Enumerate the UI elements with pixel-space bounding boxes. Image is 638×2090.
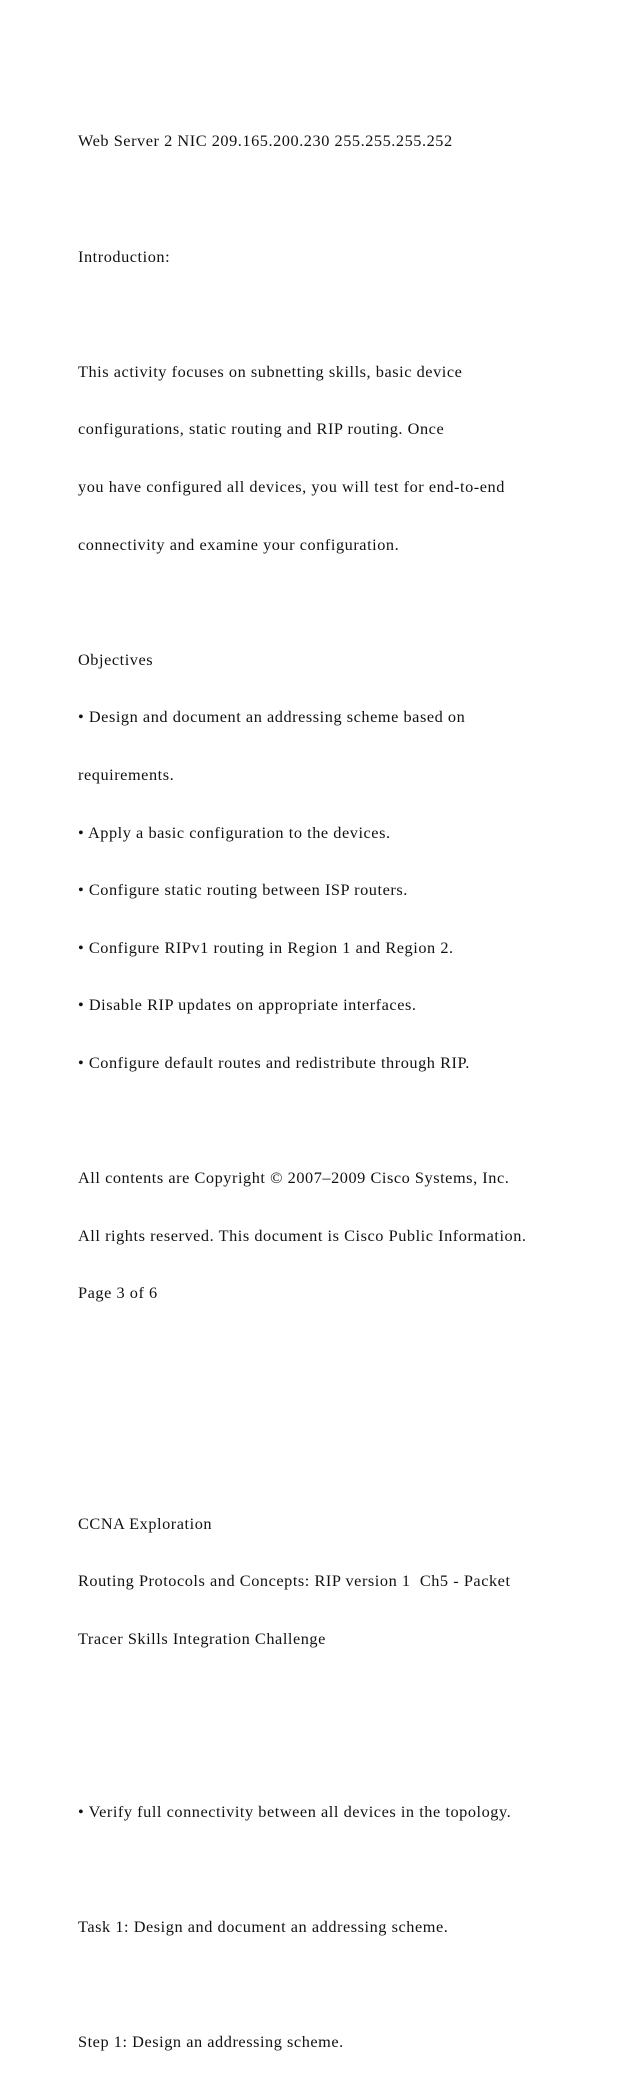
task-heading: Task 1: Design and document an addressing scheme. <box>78 1916 449 1936</box>
list-item: • Verify full connectivity between all devices in the topology. <box>78 1801 512 1821</box>
step-heading: Step 1: Design an addressing scheme. <box>78 2032 344 2051</box>
blank-line <box>78 1111 618 1130</box>
text-line: connectivity and examine your configuration. <box>78 534 400 554</box>
blank-line <box>78 1859 618 1878</box>
document-body <box>78 93 618 2090</box>
list-item: • Configure static routing between ISP routers. <box>78 880 408 900</box>
list-item: • Configure RIPv1 routing in Region 1 and Region 2. <box>78 937 454 957</box>
text-line: configurations, static routing and RIP routing. Once <box>78 419 445 439</box>
blank-line <box>78 304 618 323</box>
list-item: • Configure default routes and redistribute through RIP. <box>78 1052 470 1072</box>
list-item: • Apply a basic configuration to the devices. <box>78 822 391 842</box>
copyright-line: All contents are Copyright © 2007–2009 Cisco Systems, Inc. <box>78 1168 510 1188</box>
blank-line <box>78 1686 618 1705</box>
blank-line <box>78 1974 618 1993</box>
list-item: • Design and document an addressing scheme based on <box>78 707 466 727</box>
document-title: Routing Protocols and Concepts: RIP version 1 Ch5 - Packet <box>78 1571 511 1591</box>
copyright-line: All rights reserved. This document is Cisco Public Information. <box>78 1225 527 1245</box>
blank-line <box>78 189 618 208</box>
document-series-title: CCNA Exploration <box>78 1513 213 1533</box>
section-heading-objectives: Objectives <box>78 649 154 669</box>
list-item-continuation: requirements. <box>78 764 175 784</box>
list-item: • Disable RIP updates on appropriate interfaces. <box>78 995 417 1015</box>
text-line: This activity focuses on subnetting skills, basic device <box>78 361 463 381</box>
page-number: Page 3 of 6 <box>78 1283 158 1303</box>
blank-line <box>78 1398 618 1417</box>
blank-line <box>78 1341 618 1360</box>
text-line: Web Server 2 NIC 209.165.200.230 255.255.255.252 <box>78 131 453 151</box>
blank-line <box>78 1744 618 1763</box>
blank-line <box>78 592 618 611</box>
blank-line <box>78 1456 618 1475</box>
section-heading-introduction: Introduction: <box>78 246 171 266</box>
text-line: you have configured all devices, you will test for end-to-end <box>78 476 505 496</box>
document-title: Tracer Skills Integration Challenge <box>78 1628 326 1648</box>
